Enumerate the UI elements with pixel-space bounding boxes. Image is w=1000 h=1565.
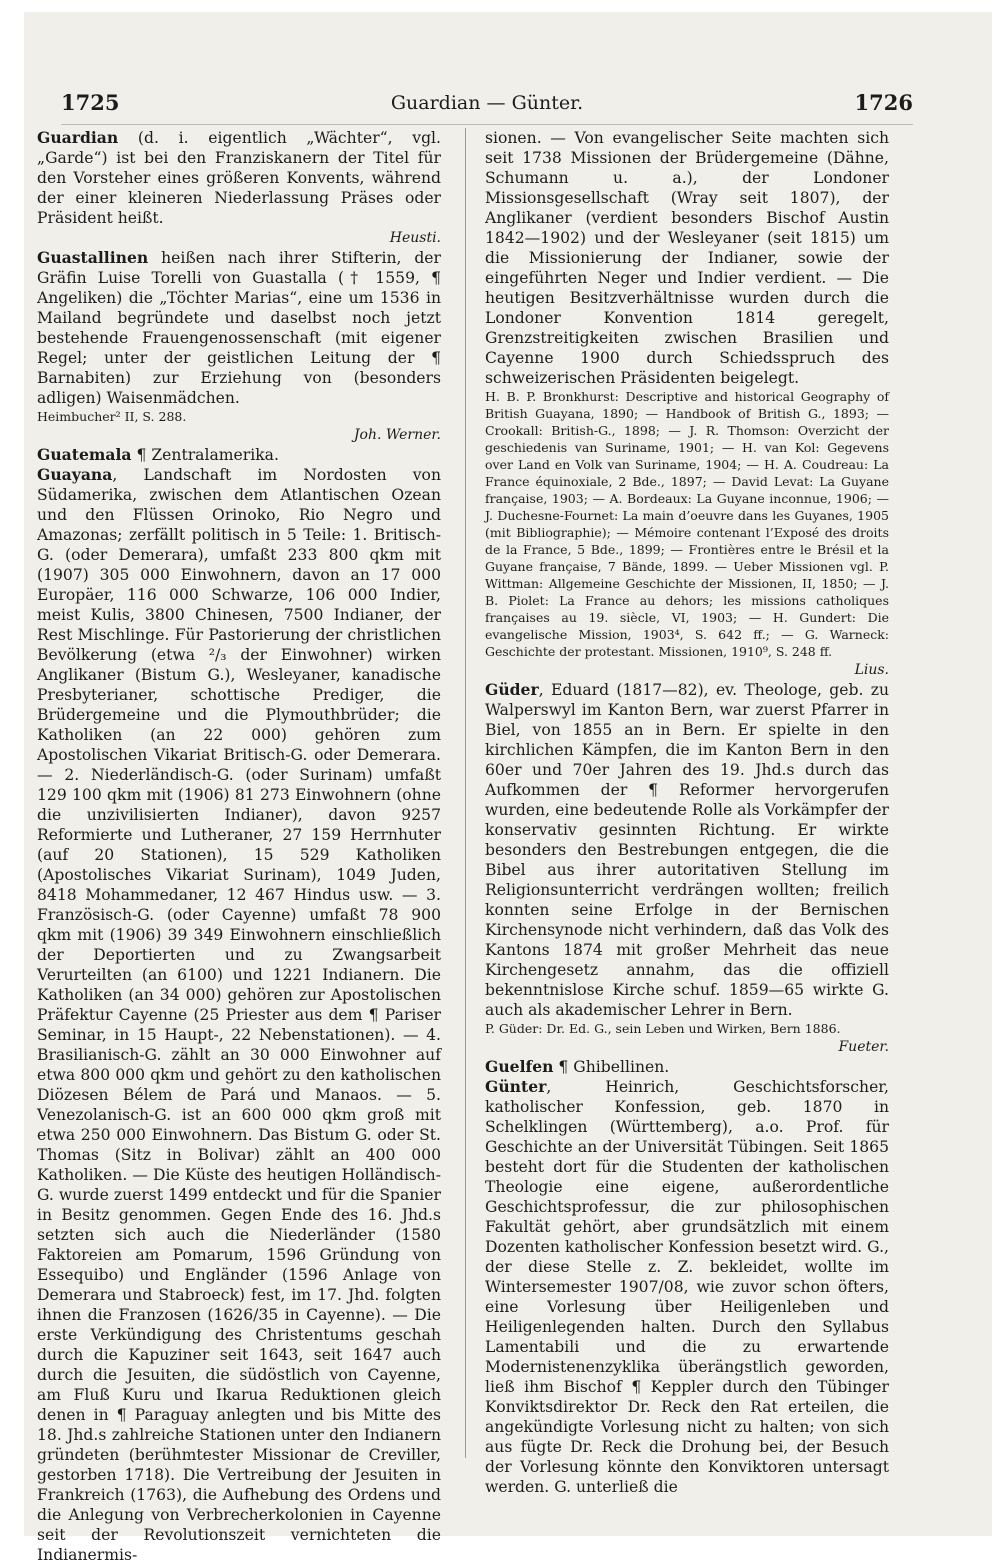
entry-headword: Güder: [485, 680, 539, 699]
running-title: Guardian — Günter.: [390, 92, 584, 114]
entry-headword: Guayana: [37, 465, 113, 484]
entry-headword: Guastallinen: [37, 248, 149, 267]
entry-bibliography: Heimbucher² II, S. 288.: [37, 409, 187, 424]
entry-signature: Lius.: [854, 662, 889, 678]
entry-text: (d. i. eigentlich „Wächter“, vgl. „Garde“) ist bei den Franziskanern der Titel für den Vorsteher eines größeren Konvents, während der einer kleineren Niederlassung Präses oder Präsident heißt.: [37, 129, 441, 227]
entry-text: sionen. — Von evangelischer Seite machten sich seit 1738 Missionen der Brüdergemeine (Dähne, Schumann u. a.), der Londoner Missionsgesellschaft (Wray seit 1807), der Anglikaner (verdient besonders Bischof Austin 1842—1902) und der Wesleyaner (seit 1815) um die Missionierung der Indianer, sowie der eingeführten Neger und Indier verdient. — Die heutigen Besitzverhältnisse wurden durch die Londoner Konvention 1814 geregelt, Grenzstreitigkeiten zwischen Brasilien und Cayenne 1900 durch Schiedsspruch des schweizerischen Präsidenten beigelegt.: [485, 129, 889, 387]
entry: [485, 1077, 889, 1497]
entry: [37, 128, 441, 228]
entry-text: heißen nach ihrer Stifterin, der Gräfin Luise Torelli von Guastalla († 1559, ¶ Angeliken) die „Töchter Marias“, eine um 1536 in Mailand begründete und daselbst noch jetzt bestehende Frauengenossenschaft (mit eigener Regel; unter der geistlichen Leitung der ¶ Barnabiten) zur Erziehung von (besonders adligen) Waisenmädchen.: [37, 249, 441, 407]
entry-bibliography: H. B. P. Bronkhurst: Descriptive and historical Geography of British Guayana, 1890; — Handbook of British G., 1893; — Crookall: British-G., 1898; — J. R. Thomson: Overzicht der geschiedenis van Suriname, 1901; — H. van Kol: Gegevens over Land en Volk van Suriname, 1904; — H. A. Coudreau: La France équinoxiale, 2 Bde., 1897; — David Levat: La Guyane française, 1903; — A. Bordeaux: La Guyane inconnue, 1906; — J. Duchesne-Fournet: La main d’oeuvre dans les Guyanes, 1905 (mit Bibliographie); — Mémoire contenant l’Exposé des droits de la France, 5 Bde., 1899; — Frontières entre le Brésil et la Guyane française, 7 Bände, 1899. — Ueber Missionen vgl. P. Wittman: Allgemeine Geschichte der Missionen, II, 1850; — J. B. Piolet: La France au dehors; les missions catholiques françaises au 19. siècle, VI, 1903; — H. Gundert: Die evangelische Mission, 1903⁴, S. 642 ff.; — G. Warneck: Geschichte der protestant. Missionen, 1910⁹, S. 248 ff.: [485, 389, 889, 659]
column-divider: [465, 128, 466, 1458]
entry: [485, 680, 889, 1020]
entry-text: , Landschaft im Nordosten von Südamerika, zwischen dem Atlantischen Ozean und den Flüssen Orinoko, Rio Negro und Amazonas; zerfällt politisch in 5 Teile: 1. Britisch-G. (oder Demerara), umfaßt 233 800 qkm mit (1907) 305 000 Einwohnern, davon an 17 000 Europäer, 116 000 Schwarze, 106 000 Indier, meist Kulis, 3800 Chinesen, 7500 Indianer, der Rest Mischlinge. Für Pastorierung der christlichen Bevölkerung (etwa ²/₃ der Einwohner) wirken Anglikaner (Bistum G.), Wesleyaner, kanadische Presbyterianer, schottische Prediger, die Brüdergemeine und die Plymouthbrüder; die Katholiken (an 22 000) gehören zum Apostolischen Vikariat Britisch-G. oder Demerara. — 2. Niederländisch-G. (oder Surinam) umfaßt 129 100 qkm mit (1906) 81 273 Einwohnern (ohne die unzivilisierten Indianer), davon 9257 Reformierte und Lutheraner, 27 159 Herrnhuter (auf 20 Stationen), 15 529 Katholiken (Apostolisches Vikariat Surinam), 1049 Juden, 8418 Mohammedaner, 12 467 Hindus usw. — 3. Französisch-G. (oder Cayenne) umfaßt 78 900 qkm mit (1906) 39 349 Einwohnern einschließlich der Deportierten und zu Zwangsarbeit Verurteilten (an 6100) und 1221 Indianern. Die Katholiken (an 34 000) gehören zur Apostolischen Präfektur Cayenne (25 Priester aus dem ¶ Pariser Seminar, in 15 Haupt-, 22 Nebenstationen). — 4. Brasilianisch-G. zählt an 30 000 Einwohner auf etwa 800 000 qkm und gehört zu den katholischen Diözesen Bélem de Pará und Manaos. — 5. Venezolanisch-G. ist an 600 000 qkm groß mit etwa 250 000 Einwohnern. Das Bistum G. oder St. Thomas (Sitz in Bolivar) zählt an 400 000 Katholiken. — Die Küste des heutigen Holländisch-G. wurde zuerst 1499 entdeckt und für die Spanier in Besitz genommen. Gegen Ende des 16. Jhd.s setzten sich auch die Niederländer (1580 Faktoreien am Pomarum, 1596 Gründung von Essequibo) und Engländer (1596 Anlage von Demerara und Stabroeck) fest, im 17. Jhd. folgten ihnen die Franzosen (1626/35 in Cayenne). — Die erste Verkündigung des Christentums geschah durch die Kapuziner seit 1643, seit 1647 auch durch die Jesuiten, die südöstlich von Cayenne, am Fluß Kuru und Ikarua Reduktionen gleich denen in ¶ Paraguay anlegten und bis Mitte des 18. Jhd.s zahlreiche Stationen unter den Indianern gründeten (berühmtester Missionar de Creviller, gestorben 1718). Die Vertreibung der Jesuiten in Frankreich (1763), die Aufhebung des Ordens und die Anlegung von Verbrecherkolonien in Cayenne seit der Revolutionszeit vernichteten die Indianermis-: [37, 466, 441, 1564]
entry-headword: Guelfen: [485, 1057, 554, 1076]
entry-text: ¶ Zentralamerika.: [131, 446, 279, 464]
entry-bibliography: P. Güder: Dr. Ed. G., sein Leben und Wirken, Bern 1886.: [485, 1021, 841, 1036]
entry-signature: Fueter.: [838, 1039, 889, 1055]
entry: [485, 128, 889, 388]
entry: [37, 445, 441, 465]
entry-signature: Heusti.: [389, 230, 441, 246]
right-column: [485, 128, 889, 1496]
entry-headword: Guatemala: [37, 445, 132, 464]
entry: [37, 465, 441, 1565]
entry-signature: Joh. Werner.: [353, 427, 441, 443]
entry-text: ¶ Ghibellinen.: [553, 1058, 670, 1076]
entry-text: , Eduard (1817—82), ev. Theologe, geb. zu Walperswyl im Kanton Bern, war zuerst Pfarrer in Biel, von 1855 an in Bern. Er spielte in den kirchlichen Kämpfen, die im Kanton Bern in den 60er und 70er Jahren des 19. Jhd.s durch das Aufkommen der ¶ Reformer hervorgerufen wurden, eine bedeutende Rolle als Vorkämpfer der konservativ gesinnten Richtung. Er wirkte besonders den Bestrebungen entgegen, die die Bibel aus ihrer autoritativen Stellung im Religionsunterricht verdrängen wollten; freilich konnten seine Erfolge in der Bernischen Kirchensynode nicht verhindern, daß das Volk des Kantons 1874 mit großer Mehrheit das neue Kirchengesetz annahm, das die offiziell bekenntnislose Kirche schuf. 1859—65 wirkte G. auch als akademischer Lehrer in Bern.: [485, 681, 889, 1019]
left-column: [37, 128, 441, 1564]
page-number-left: 1725: [61, 90, 120, 115]
entry-text: , Heinrich, Geschichtsforscher, katholischer Konfession, geb. 1870 in Schelklingen (Württemberg), a.o. Prof. für Geschichte an der Universität Tübingen. Seit 1865 besteht dort für die Studenten der katholischen Theologie eine eigene, außerordentliche Geschichtsprofessur, die zur philosophischen Fakultät gehört, aber grundsätzlich mit einem Dozenten katholischer Konfession besetzt wird. G., der diese Stelle z. Z. bekleidet, wollte im Wintersemester 1907/08, wie zuvor schon öfters, eine Vorlesung über Heiligenleben und Heiligenlegenden halten. Durch den Syllabus Lamentabili und die zu erwartende Modernistenenzyklika überängstlich geworden, ließ ihm Bischof ¶ Keppler durch den Tübinger Konviktsdirektor Dr. Reck den Rat erteilen, die angekündigte Vorlesung nicht zu halten; von sich aus fügte Dr. Reck die Drohung bei, der Besuch der Vorlesung könnte den Konviktoren untersagt werden. G. unterließ die: [485, 1078, 889, 1496]
entry-headword: Guardian: [37, 128, 119, 147]
page-number-right: 1726: [854, 90, 913, 115]
entry-headword: Günter: [485, 1077, 547, 1096]
entry: [485, 1057, 889, 1077]
page-header: [61, 90, 913, 125]
entry: [37, 248, 441, 408]
